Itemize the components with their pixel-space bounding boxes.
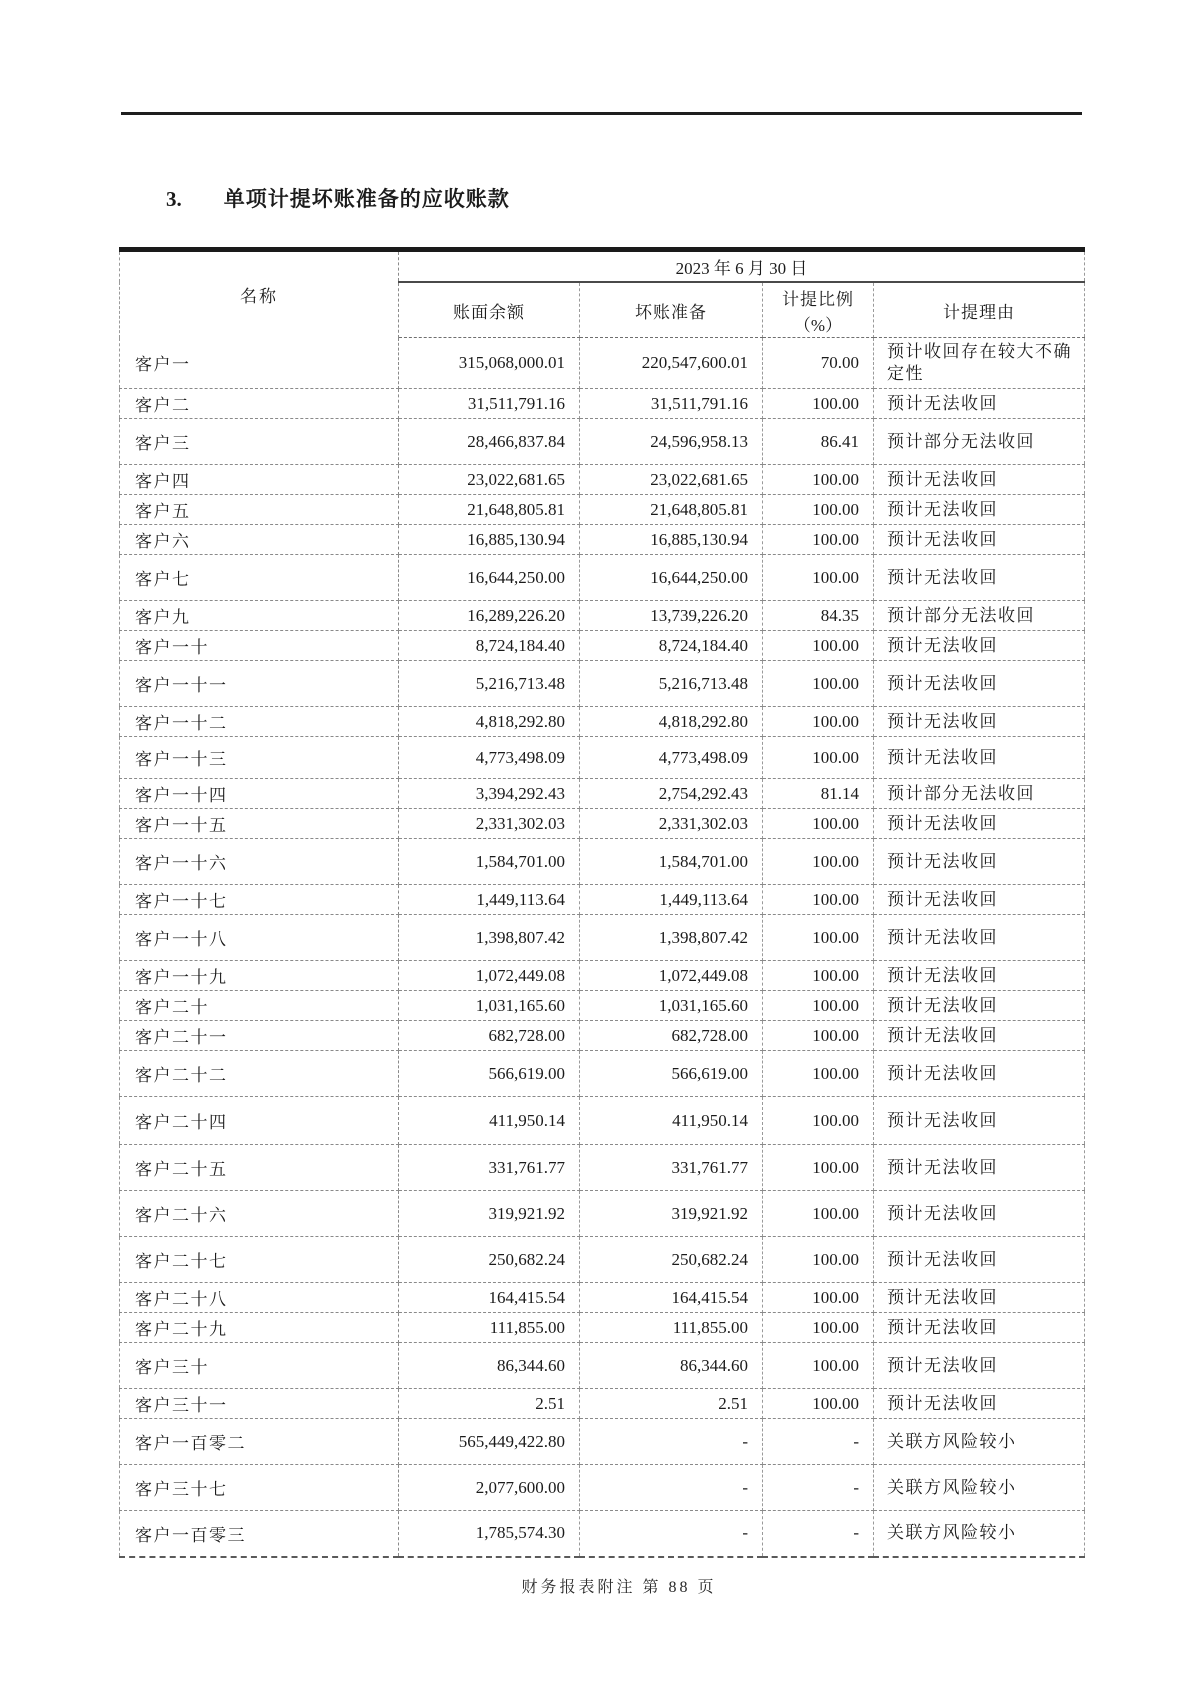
reason-cell: 预计无法收回	[874, 525, 1085, 555]
balance-cell: 1,785,574.30	[399, 1511, 580, 1557]
customer-name-cell: 客户四	[120, 465, 399, 495]
ratio-cell: 100.00	[763, 961, 874, 991]
table-row	[120, 1283, 1085, 1313]
provision-cell: 1,031,165.60	[580, 991, 763, 1021]
customer-name-cell: 客户二十八	[120, 1283, 399, 1313]
reason-cell: 预计无法收回	[874, 1191, 1085, 1237]
ratio-cell: 100.00	[763, 389, 874, 419]
customer-name-cell: 客户一	[120, 338, 399, 389]
provision-cell: 2,331,302.03	[580, 809, 763, 839]
provision-cell: 86,344.60	[580, 1343, 763, 1389]
table-header	[120, 250, 1085, 338]
balance-cell: 4,818,292.80	[399, 707, 580, 737]
customer-name-cell: 客户二十二	[120, 1051, 399, 1097]
customer-name-cell: 客户一十五	[120, 809, 399, 839]
balance-cell: 1,072,449.08	[399, 961, 580, 991]
provision-cell: -	[580, 1419, 763, 1465]
table-row	[120, 839, 1085, 885]
table-row	[120, 1021, 1085, 1051]
customer-name-cell: 客户二十九	[120, 1313, 399, 1343]
reason-cell: 预计无法收回	[874, 1145, 1085, 1191]
column-header-reason: 计提理由	[874, 282, 1085, 338]
customer-name-cell: 客户二十六	[120, 1191, 399, 1237]
table-row	[120, 1389, 1085, 1419]
provision-cell: 1,072,449.08	[580, 961, 763, 991]
column-header-balance: 账面余额	[399, 282, 580, 338]
customer-name-cell: 客户二十四	[120, 1097, 399, 1145]
customer-name-cell: 客户一十九	[120, 961, 399, 991]
reason-cell: 预计无法收回	[874, 1051, 1085, 1097]
balance-cell: 8,724,184.40	[399, 631, 580, 661]
table-row	[120, 779, 1085, 809]
ratio-cell: 100.00	[763, 1021, 874, 1051]
table-row	[120, 465, 1085, 495]
ratio-cell: 100.00	[763, 1237, 874, 1283]
reason-cell: 预计部分无法收回	[874, 601, 1085, 631]
provision-cell: 331,761.77	[580, 1145, 763, 1191]
provision-cell: 24,596,958.13	[580, 419, 763, 465]
provision-cell: 23,022,681.65	[580, 465, 763, 495]
balance-cell: 16,289,226.20	[399, 601, 580, 631]
reason-cell: 预计收回存在较大不确定性	[874, 338, 1085, 389]
balance-cell: 411,950.14	[399, 1097, 580, 1145]
customer-name-cell: 客户一十八	[120, 915, 399, 961]
reason-cell: 预计无法收回	[874, 707, 1085, 737]
customer-name-cell: 客户五	[120, 495, 399, 525]
table-row	[120, 1097, 1085, 1145]
provision-cell: 5,216,713.48	[580, 661, 763, 707]
reason-cell: 预计部分无法收回	[874, 779, 1085, 809]
column-header-name: 名称	[120, 250, 399, 338]
table-row	[120, 961, 1085, 991]
provision-cell: 250,682.24	[580, 1237, 763, 1283]
ratio-cell: 100.00	[763, 809, 874, 839]
reason-cell: 预计无法收回	[874, 631, 1085, 661]
table-row	[120, 991, 1085, 1021]
reason-cell: 预计无法收回	[874, 915, 1085, 961]
provision-cell: 8,724,184.40	[580, 631, 763, 661]
ratio-cell: 100.00	[763, 737, 874, 779]
balance-cell: 16,885,130.94	[399, 525, 580, 555]
customer-name-cell: 客户三	[120, 419, 399, 465]
reason-cell: 预计无法收回	[874, 1021, 1085, 1051]
table-row	[120, 1145, 1085, 1191]
customer-name-cell: 客户一十	[120, 631, 399, 661]
table-row	[120, 389, 1085, 419]
ratio-cell: 100.00	[763, 991, 874, 1021]
provision-cell: 2,754,292.43	[580, 779, 763, 809]
provision-cell: 4,818,292.80	[580, 707, 763, 737]
balance-cell: 31,511,791.16	[399, 389, 580, 419]
customer-name-cell: 客户七	[120, 555, 399, 601]
column-header-ratio	[763, 282, 874, 338]
customer-name-cell: 客户三十	[120, 1343, 399, 1389]
balance-cell: 1,398,807.42	[399, 915, 580, 961]
balance-cell: 1,031,165.60	[399, 991, 580, 1021]
table-body	[120, 338, 1085, 1557]
balance-cell: 4,773,498.09	[399, 737, 580, 779]
provision-cell: 111,855.00	[580, 1313, 763, 1343]
table-row	[120, 1237, 1085, 1283]
balance-cell: 566,619.00	[399, 1051, 580, 1097]
ratio-cell: 100.00	[763, 1283, 874, 1313]
provision-cell: 2.51	[580, 1389, 763, 1419]
ratio-cell: 100.00	[763, 1191, 874, 1237]
ratio-cell: 81.14	[763, 779, 874, 809]
balance-cell: 21,648,805.81	[399, 495, 580, 525]
reason-cell: 预计部分无法收回	[874, 419, 1085, 465]
reason-cell: 预计无法收回	[874, 991, 1085, 1021]
table-row	[120, 419, 1085, 465]
customer-name-cell: 客户六	[120, 525, 399, 555]
customer-name-cell: 客户三十七	[120, 1465, 399, 1511]
receivables-table	[119, 247, 1085, 1558]
reason-cell: 预计无法收回	[874, 885, 1085, 915]
provision-cell: 164,415.54	[580, 1283, 763, 1313]
table-row	[120, 885, 1085, 915]
ratio-cell: 86.41	[763, 419, 874, 465]
ratio-cell: 100.00	[763, 495, 874, 525]
table-row	[120, 1313, 1085, 1343]
customer-name-cell: 客户二十	[120, 991, 399, 1021]
balance-cell: 23,022,681.65	[399, 465, 580, 495]
reason-cell: 预计无法收回	[874, 1389, 1085, 1419]
provision-cell: 31,511,791.16	[580, 389, 763, 419]
customer-name-cell: 客户二十七	[120, 1237, 399, 1283]
customer-name-cell: 客户二	[120, 389, 399, 419]
ratio-cell: 70.00	[763, 338, 874, 389]
column-header-ratio-line1: 计提比例	[782, 289, 854, 309]
table-row	[120, 1191, 1085, 1237]
table-row	[120, 1343, 1085, 1389]
ratio-cell: 100.00	[763, 707, 874, 737]
ratio-cell: 84.35	[763, 601, 874, 631]
customer-name-cell: 客户一十二	[120, 707, 399, 737]
reason-cell: 预计无法收回	[874, 555, 1085, 601]
table-row	[120, 555, 1085, 601]
reason-cell: 关联方风险较小	[874, 1511, 1085, 1557]
ratio-cell: 100.00	[763, 465, 874, 495]
page-top-rule	[121, 112, 1082, 115]
page-footer-label: 财务报表附注 第 88 页	[521, 1579, 717, 1596]
reason-cell: 预计无法收回	[874, 961, 1085, 991]
customer-name-cell: 客户一百零三	[120, 1511, 399, 1557]
section-number: 3.	[166, 187, 182, 211]
column-header-date: 2023 年 6 月 30 日	[399, 250, 1085, 283]
customer-name-cell: 客户二十一	[120, 1021, 399, 1051]
balance-cell: 164,415.54	[399, 1283, 580, 1313]
table-row	[120, 1051, 1085, 1097]
ratio-cell: -	[763, 1419, 874, 1465]
balance-cell: 2,331,302.03	[399, 809, 580, 839]
provision-cell: 682,728.00	[580, 1021, 763, 1051]
provision-cell: 1,449,113.64	[580, 885, 763, 915]
reason-cell: 预计无法收回	[874, 1313, 1085, 1343]
ratio-cell: 100.00	[763, 1343, 874, 1389]
balance-cell: 319,921.92	[399, 1191, 580, 1237]
reason-cell: 预计无法收回	[874, 1343, 1085, 1389]
balance-cell: 28,466,837.84	[399, 419, 580, 465]
balance-cell: 3,394,292.43	[399, 779, 580, 809]
customer-name-cell: 客户三十一	[120, 1389, 399, 1419]
reason-cell: 预计无法收回	[874, 1097, 1085, 1145]
provision-cell: 21,648,805.81	[580, 495, 763, 525]
provision-cell: 1,584,701.00	[580, 839, 763, 885]
provision-cell: 4,773,498.09	[580, 737, 763, 779]
table-row	[120, 1465, 1085, 1511]
section-title-text: 单项计提坏账准备的应收账款	[223, 187, 510, 211]
ratio-cell: 100.00	[763, 555, 874, 601]
table-row	[120, 525, 1085, 555]
reason-cell: 关联方风险较小	[874, 1419, 1085, 1465]
balance-cell: 1,449,113.64	[399, 885, 580, 915]
ratio-cell: 100.00	[763, 1097, 874, 1145]
balance-cell: 565,449,422.80	[399, 1419, 580, 1465]
provision-cell: 319,921.92	[580, 1191, 763, 1237]
customer-name-cell: 客户九	[120, 601, 399, 631]
ratio-cell: 100.00	[763, 915, 874, 961]
table-row	[120, 707, 1085, 737]
ratio-cell: 100.00	[763, 1145, 874, 1191]
balance-cell: 5,216,713.48	[399, 661, 580, 707]
table-row	[120, 737, 1085, 779]
reason-cell: 预计无法收回	[874, 737, 1085, 779]
provision-cell: 16,644,250.00	[580, 555, 763, 601]
provision-cell: 13,739,226.20	[580, 601, 763, 631]
reason-cell: 预计无法收回	[874, 661, 1085, 707]
ratio-cell: 100.00	[763, 1389, 874, 1419]
table-row	[120, 1419, 1085, 1465]
reason-cell: 关联方风险较小	[874, 1465, 1085, 1511]
provision-cell: 16,885,130.94	[580, 525, 763, 555]
balance-cell: 1,584,701.00	[399, 839, 580, 885]
customer-name-cell: 客户一十三	[120, 737, 399, 779]
section-title	[166, 186, 510, 212]
table-row	[120, 495, 1085, 525]
ratio-cell: -	[763, 1465, 874, 1511]
balance-cell: 331,761.77	[399, 1145, 580, 1191]
balance-cell: 315,068,000.01	[399, 338, 580, 389]
ratio-cell: -	[763, 1511, 874, 1557]
ratio-cell: 100.00	[763, 525, 874, 555]
ratio-cell: 100.00	[763, 631, 874, 661]
column-header-ratio-line2: （%）	[793, 315, 843, 335]
reason-cell: 预计无法收回	[874, 809, 1085, 839]
customer-name-cell: 客户二十五	[120, 1145, 399, 1191]
customer-name-cell: 客户一十一	[120, 661, 399, 707]
table-row	[120, 809, 1085, 839]
provision-cell: 566,619.00	[580, 1051, 763, 1097]
customer-name-cell: 客户一百零二	[120, 1419, 399, 1465]
ratio-cell: 100.00	[763, 885, 874, 915]
balance-cell: 16,644,250.00	[399, 555, 580, 601]
ratio-cell: 100.00	[763, 1313, 874, 1343]
reason-cell: 预计无法收回	[874, 465, 1085, 495]
provision-cell: 220,547,600.01	[580, 338, 763, 389]
reason-cell: 预计无法收回	[874, 1237, 1085, 1283]
balance-cell: 682,728.00	[399, 1021, 580, 1051]
customer-name-cell: 客户一十六	[120, 839, 399, 885]
balance-cell: 250,682.24	[399, 1237, 580, 1283]
table-row	[120, 601, 1085, 631]
provision-cell: -	[580, 1465, 763, 1511]
table-row	[120, 631, 1085, 661]
balance-cell: 111,855.00	[399, 1313, 580, 1343]
balance-cell: 86,344.60	[399, 1343, 580, 1389]
provision-cell: 1,398,807.42	[580, 915, 763, 961]
table-row	[120, 661, 1085, 707]
reason-cell: 预计无法收回	[874, 389, 1085, 419]
reason-cell: 预计无法收回	[874, 1283, 1085, 1313]
customer-name-cell: 客户一十七	[120, 885, 399, 915]
balance-cell: 2,077,600.00	[399, 1465, 580, 1511]
ratio-cell: 100.00	[763, 661, 874, 707]
balance-cell: 2.51	[399, 1389, 580, 1419]
customer-name-cell: 客户一十四	[120, 779, 399, 809]
reason-cell: 预计无法收回	[874, 839, 1085, 885]
reason-cell: 预计无法收回	[874, 495, 1085, 525]
column-header-provision: 坏账准备	[580, 282, 763, 338]
ratio-cell: 100.00	[763, 1051, 874, 1097]
provision-cell: -	[580, 1511, 763, 1557]
table-row	[120, 1511, 1085, 1557]
table-row	[120, 338, 1085, 389]
table-row	[120, 915, 1085, 961]
ratio-cell: 100.00	[763, 839, 874, 885]
provision-cell: 411,950.14	[580, 1097, 763, 1145]
